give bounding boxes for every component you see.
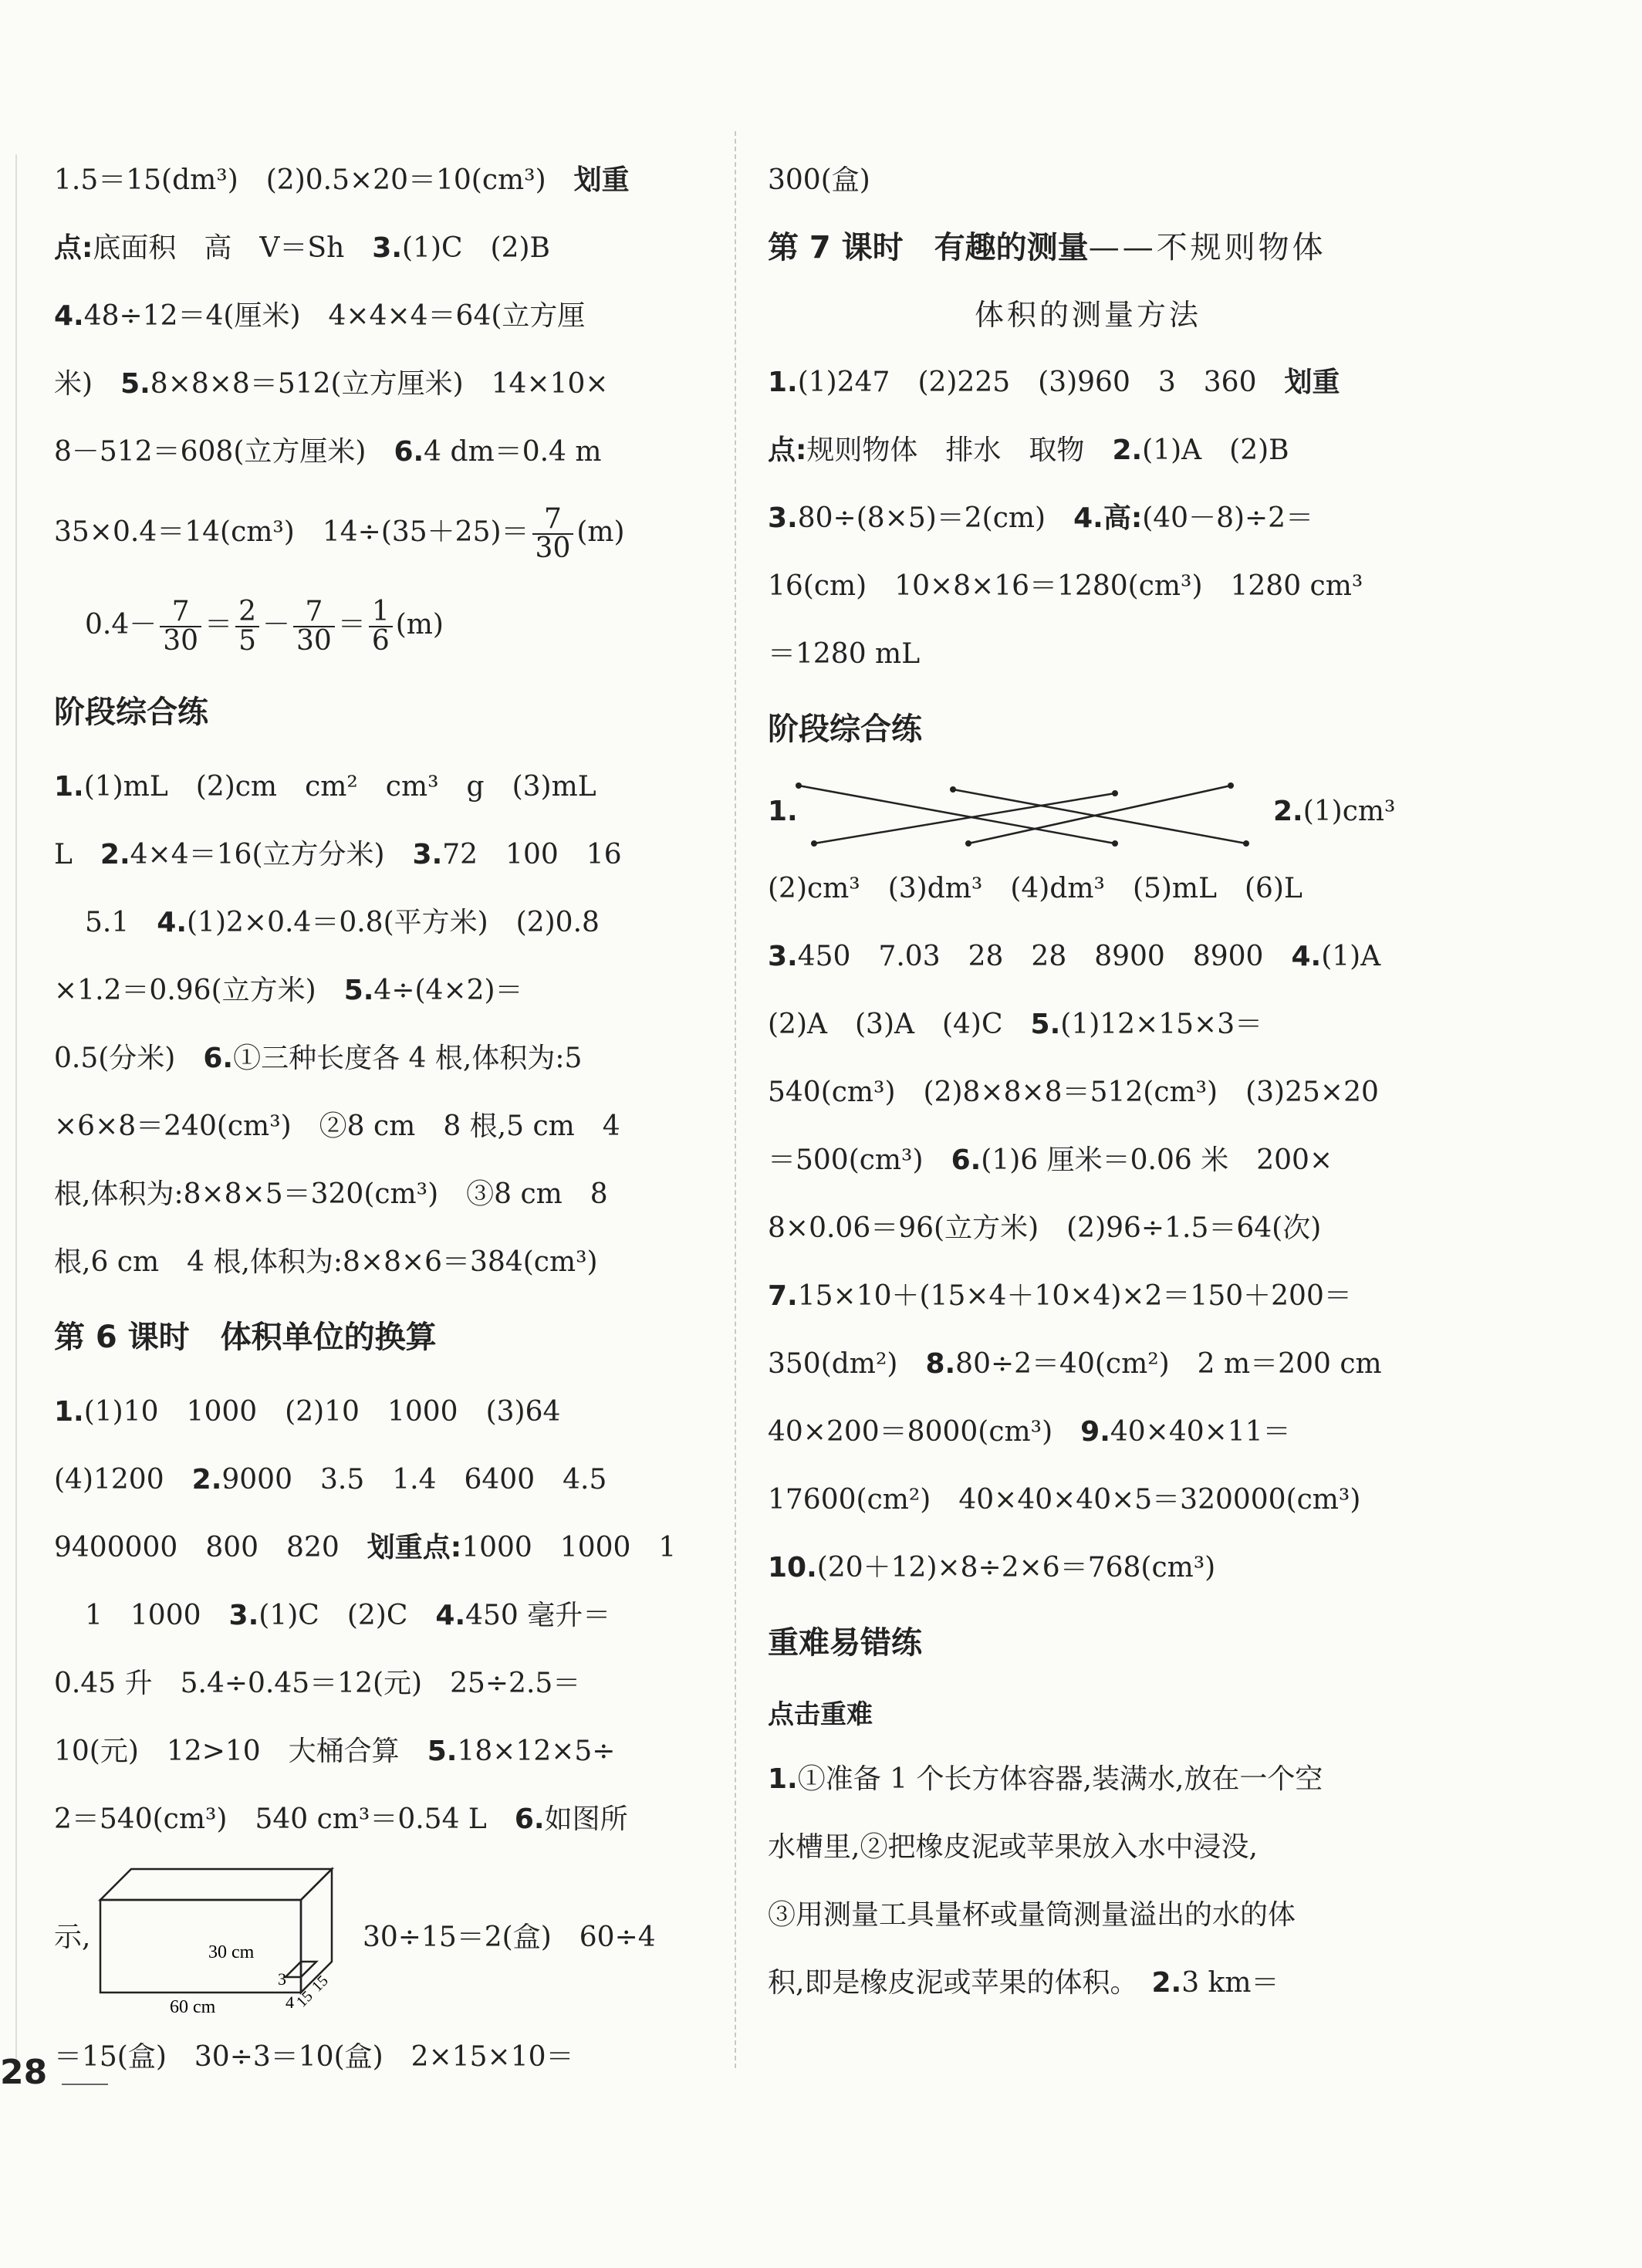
match-dot [965, 840, 971, 847]
text-line [54, 579, 694, 671]
line-text: ＝1280 mL [768, 638, 921, 670]
fraction-numerator: 7 [532, 505, 574, 535]
line-text: (1)C (2)C [258, 1600, 408, 1631]
text-line [54, 889, 694, 957]
left-column [54, 147, 694, 2091]
text-line [54, 1093, 694, 1161]
text-line [768, 1466, 1408, 1534]
question-number: 2. [1112, 434, 1143, 466]
line-text: 4×4＝16(立方分米) [130, 839, 385, 870]
text-line [54, 1786, 694, 1854]
line-text: 10(元) 12>10 大桶合算 [54, 1736, 400, 1767]
line-text: 0.45 升 5.4÷0.45＝12(元) 25÷2.5＝ [54, 1668, 581, 1699]
question-number: 1. [768, 796, 798, 827]
question-number: 2. [1151, 1967, 1182, 1999]
text-line [768, 417, 1408, 485]
line-text: 5.1 [85, 907, 130, 938]
question-number: 6. [394, 436, 424, 468]
figure-label: 4 [285, 1993, 294, 2012]
page-number-rule [62, 2084, 108, 2085]
question-number: 1. [54, 1396, 84, 1428]
line-text: 450 毫升＝ [465, 1600, 611, 1631]
question-number: 3. [372, 232, 403, 264]
line-text: 8×8×8＝512(立方厘米) 14×10× [150, 368, 609, 400]
text-line [54, 282, 694, 350]
question-number: 9. [1080, 1416, 1110, 1448]
question-number: 1. [54, 771, 84, 803]
line-text: 根,6 cm 4 根,体积为:8×8×6＝384(cm³) [54, 1246, 598, 1278]
line-text: 540(cm³) (2)8×8×8＝512(cm³) (3)25×20 [768, 1077, 1379, 1108]
fraction-numerator: 7 [293, 598, 335, 627]
match-dot [811, 840, 817, 847]
text-line [54, 2023, 694, 2091]
match-dots [796, 782, 1249, 847]
section-heading: 重难易错练 [768, 1625, 922, 1661]
line-text: 300(盒) [768, 164, 870, 196]
line-text: 40×40×11＝ [1110, 1416, 1291, 1448]
text-line [768, 1398, 1408, 1466]
text-line [768, 349, 1408, 417]
question-number: 6. [951, 1144, 981, 1176]
line-text: (m) [395, 609, 444, 641]
line-text: 根,体积为:8×8×5＝320(cm³) ③8 cm 8 [54, 1178, 608, 1210]
question-number: 3. [412, 839, 443, 870]
question-number: 4. [1291, 941, 1322, 972]
line-text: － [262, 609, 291, 641]
line-text: (4)1200 [54, 1464, 164, 1496]
question-number: 1. [768, 1763, 798, 1795]
line-text: 0.4－ [85, 609, 157, 641]
line-text: (1)A [1321, 941, 1381, 972]
fraction-denominator: 30 [535, 532, 571, 564]
match-dot [1243, 840, 1249, 847]
line-text: (1)C (2)B [402, 232, 551, 264]
line-text: 9000 3.5 1.4 6400 4.5 [221, 1464, 607, 1496]
line-text: (1)12×15×3＝ [1060, 1009, 1263, 1040]
question-number: 4. [157, 907, 188, 938]
text-line [768, 855, 1408, 923]
lesson-title: 第 7 课时 有趣的测量 [768, 230, 1089, 265]
match-connectors [799, 786, 1246, 843]
line-text: 底面积 高 V＝Sh [93, 232, 345, 264]
line-text: 示, [54, 1922, 91, 1953]
key-point-label: 划重 [573, 164, 630, 196]
lesson-subtitle: ——不规则物体 [1088, 230, 1326, 265]
question-number: 7. [768, 1280, 798, 1312]
text-line [54, 1582, 694, 1650]
text-line [54, 753, 694, 821]
text-line [768, 923, 1408, 991]
section-heading: 第 6 课时 体积单位的换算 [54, 1320, 437, 1355]
text-line [768, 147, 1408, 215]
subsection-heading: 点击重难 [768, 1699, 873, 1730]
section-heading: 阶段综合练 [768, 711, 922, 747]
figure-label: 15 [292, 1987, 316, 2011]
text-line [768, 1534, 1408, 1602]
text-line [54, 486, 694, 579]
line-text: 40×200＝8000(cm³) [768, 1416, 1053, 1448]
match-dot [1112, 790, 1118, 796]
line-text: 9400000 800 820 [54, 1532, 340, 1563]
cuboid-side-face [301, 1869, 332, 1993]
line-text: 350(dm²) [768, 1348, 898, 1380]
line-text: 18×12×5÷ [457, 1736, 616, 1767]
fraction [293, 598, 335, 655]
text-line [54, 1718, 694, 1786]
cuboid-box-figure [93, 1861, 355, 2016]
line-text: 17600(cm²) 40×40×40×5＝320000(cm³) [768, 1484, 1361, 1516]
match-line [799, 786, 1115, 843]
text-line [768, 1059, 1408, 1127]
line-text: 如图所 [544, 1803, 628, 1835]
line-text: ＝15(盒) 30÷3＝10(盒) 2×15×10＝ [54, 2041, 574, 2073]
text-line [768, 1949, 1408, 2017]
line-text: 1 1000 [85, 1600, 201, 1631]
line-text: L [54, 839, 73, 870]
fraction-denominator: 30 [296, 625, 332, 657]
question-number: 4. [1073, 502, 1103, 534]
line-text: ×6×8＝240(cm³) ②8 cm 8 根,5 cm 4 [54, 1110, 620, 1142]
figure-label: 3 [278, 1969, 286, 1989]
question-number: 3. [768, 941, 798, 972]
text-line [54, 215, 694, 282]
match-dot [796, 782, 802, 789]
line-text: 1.5＝15(dm³) (2)0.5×20＝10(cm³) [54, 164, 546, 196]
question-number: 1. [768, 367, 798, 398]
line-text: 4÷(4×2)＝ [373, 975, 523, 1006]
fraction [160, 598, 201, 655]
question-number: 4. [435, 1600, 466, 1631]
cuboid-top-face [100, 1869, 332, 1900]
fraction [235, 598, 259, 655]
match-line [968, 786, 1231, 843]
match-dot [950, 786, 956, 793]
text-line [54, 1446, 694, 1514]
key-point-label: 划重 [1284, 367, 1340, 398]
line-text: (1)2×0.4＝0.8(平方米) (2)0.8 [187, 907, 600, 938]
question-number: 2. [100, 839, 130, 870]
text-line [768, 1195, 1408, 1262]
line-text: 高: [1103, 502, 1143, 534]
question-number: 5. [1030, 1009, 1061, 1040]
text-line [54, 1161, 694, 1229]
question-number: 2. [1273, 796, 1303, 827]
lesson-subtitle-line: 体积的测量方法 [974, 298, 1201, 332]
line-text: ＝ [204, 609, 233, 641]
text-fragment [1273, 778, 1395, 846]
fraction-denominator: 5 [238, 625, 256, 657]
line-text: ①准备 1 个长方体容器,装满水,放在一个空 [797, 1763, 1323, 1795]
key-point-label: 点: [768, 434, 807, 466]
text-line [768, 485, 1408, 553]
column-divider [735, 131, 736, 2068]
line-text: 80÷(8×5)＝2(cm) [797, 502, 1046, 534]
match-line [953, 789, 1246, 843]
line-text: (1)A (2)B [1142, 434, 1289, 466]
line-text: 2＝540(cm³) 540 cm³＝0.54 L [54, 1803, 487, 1835]
matching-row [768, 770, 1408, 855]
question-number: 3. [768, 502, 798, 534]
text-line [768, 553, 1408, 620]
line-text: 4 dm＝0.4 m [424, 436, 602, 468]
line-text: 72 100 16 [442, 839, 622, 870]
text-line [54, 1229, 694, 1296]
text-line [54, 350, 694, 418]
line-text: ③用测量工具量杯或量筒测量溢出的水的体 [768, 1899, 1296, 1931]
fraction-denominator: 6 [371, 625, 390, 657]
line-text: (1)6 厘米＝0.06 米 200× [981, 1144, 1333, 1176]
question-number: 6. [203, 1043, 234, 1074]
text-line [54, 1025, 694, 1093]
text-line [54, 1378, 694, 1446]
line-text: (1)mL (2)cm cm² cm³ g (3)mL [83, 771, 596, 803]
line-text: (40－8)÷2＝ [1142, 502, 1314, 534]
line-text: (1)cm³ [1302, 796, 1396, 827]
fraction [369, 598, 393, 655]
line-text: ＝500(cm³) [768, 1144, 924, 1176]
line-text: 1000 1000 1 [461, 1532, 677, 1563]
line-text: ①三种长度各 4 根,体积为:5 [233, 1043, 583, 1074]
lesson-heading [768, 215, 1408, 281]
line-text: 30÷15＝2(盒) 60÷4 [363, 1922, 656, 1953]
line-text: 16(cm) 10×8×16＝1280(cm³) 1280 cm³ [768, 570, 1363, 602]
page-margin-line [15, 154, 17, 2060]
line-text: (1)10 1000 (2)10 1000 (3)64 [83, 1396, 561, 1428]
figure-label: 60 cm [170, 1997, 216, 2016]
question-number: 5. [427, 1736, 458, 1767]
text-line [768, 1746, 1408, 1813]
fraction-numerator: 2 [235, 598, 259, 627]
section-heading: 阶段综合练 [54, 695, 208, 730]
line-text: 80÷2＝40(cm²) 2 m＝200 cm [955, 1348, 1382, 1380]
fraction-numerator: 1 [369, 598, 393, 627]
line-text: 水槽里,②把橡皮泥或苹果放入水中浸没, [768, 1831, 1258, 1863]
text-line [54, 957, 694, 1025]
cuboid-front-face [100, 1900, 301, 1993]
line-text: 3 km＝ [1181, 1967, 1279, 1999]
text-line [54, 821, 694, 889]
line-text: (2)cm³ (3)dm³ (4)dm³ (5)mL (6)L [768, 873, 1302, 904]
question-number: 5. [343, 975, 374, 1006]
question-number: 6. [514, 1803, 545, 1835]
text-line [768, 620, 1408, 688]
question-number: 8. [925, 1348, 956, 1380]
text-line [768, 991, 1408, 1059]
line-text: ＝ [337, 609, 366, 641]
text-line [54, 147, 694, 215]
question-number: 3. [228, 1600, 259, 1631]
line-text: 450 7.03 28 28 8900 8900 [797, 941, 1264, 972]
figure-label: 30 cm [208, 1942, 255, 1962]
line-text: (m) [576, 516, 625, 548]
page-number: 28 [0, 2053, 48, 2092]
fraction-numerator: 7 [160, 598, 201, 627]
line-text: (20＋12)×8÷2×6＝768(cm³) [816, 1552, 1216, 1584]
line-text: 8－512＝608(立方厘米) [54, 436, 367, 468]
fraction [532, 505, 574, 563]
line-text: (1)247 (2)225 (3)960 3 360 [797, 367, 1257, 398]
text-line [768, 1262, 1408, 1330]
line-text: 35×0.4＝14(cm³) 14÷(35＋25)＝ [54, 516, 529, 548]
text-line [54, 1650, 694, 1718]
right-column [768, 147, 1408, 2017]
question-number: 10. [768, 1552, 817, 1584]
figure-label: 15 [308, 1972, 332, 1996]
text-line [768, 1881, 1408, 1949]
text-line [768, 1127, 1408, 1195]
cuboid-outline [100, 1869, 332, 1993]
line-text: 米) [54, 368, 93, 400]
matching-lines [791, 770, 1254, 855]
question-number: 5. [120, 368, 150, 400]
key-point-label: 划重点: [367, 1532, 462, 1563]
line-text: 48÷12＝4(厘米) 4×4×4＝64(立方厘 [83, 300, 586, 332]
box-figure-row [54, 1854, 694, 2023]
line-text: 0.5(分米) [54, 1043, 176, 1074]
line-text: 积,即是橡皮泥或苹果的体积。 [768, 1967, 1124, 1999]
line-text: ×1.2＝0.96(立方米) [54, 975, 316, 1006]
question-number: 4. [54, 300, 84, 332]
question-number: 2. [191, 1464, 222, 1496]
text-line [54, 418, 694, 486]
line-text: 15×10＋(15×4＋10×4)×2＝150＋200＝ [797, 1280, 1352, 1312]
fraction-denominator: 30 [163, 625, 199, 657]
key-point-label: 点: [54, 232, 93, 264]
text-line [768, 1813, 1408, 1881]
text-line [54, 1514, 694, 1582]
match-dot [1112, 840, 1118, 847]
match-dot [1228, 782, 1234, 789]
line-text: (2)A (3)A (4)C [768, 1009, 1003, 1040]
text-line [768, 1330, 1408, 1398]
line-text: 8×0.06＝96(立方米) (2)96÷1.5＝64(次) [768, 1212, 1322, 1244]
line-text: 规则物体 排水 取物 [806, 434, 1085, 466]
